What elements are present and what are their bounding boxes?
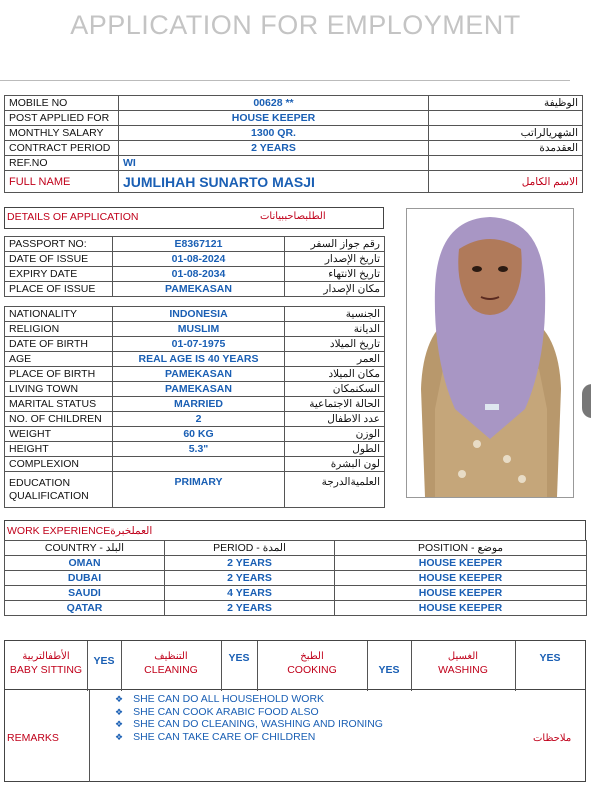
table-row [5,367,385,382]
row-arabic: تاريخ الإصدار [285,252,385,267]
education-arabic: العلميةالدرجة [285,472,385,508]
row-value: 01-07-1975 [113,337,285,352]
remark-text: SHE CAN DO ALL HOUSEHOLD WORK [133,693,325,705]
remarks-list [115,693,383,743]
work-title [7,525,152,538]
refno-label: REF.NO [5,156,119,171]
education-label-line2: QUALIFICATION [9,489,89,502]
work-country: DUBAI [5,571,165,586]
washing-value: YES [539,652,561,664]
divider [221,641,222,691]
diamond-bullet-icon: ❖ [115,694,124,704]
cooking-label: COOKING [287,664,337,676]
row-value: PAMEKASAN [113,382,285,397]
remark-text: SHE CAN COOK ARABIC FOOD ALSO [133,705,319,718]
cleaning-arabic: التنظيف [154,651,188,662]
list-item [115,718,383,731]
row-value: 01-08-2034 [113,267,285,282]
row-arabic: عدد الاطفال [285,412,385,427]
mobile-arabic: الوظيفة [429,96,583,111]
row-label: DATE OF BIRTH [5,337,113,352]
table-row [5,382,385,397]
list-item [115,731,383,744]
contract-label: CONTRACT PERIOD [5,141,119,156]
row-arabic: مكان الإصدار [285,282,385,297]
education-label-line1: EDUCATION [9,476,71,489]
divider [0,80,570,96]
work-header [4,520,586,540]
row-value: 01-08-2024 [113,252,285,267]
table-row [5,352,385,367]
table-row [5,601,587,616]
salary-value: 1300 QR. [119,126,429,141]
work-period: 2 YEARS [165,556,335,571]
row-arabic: مكان الميلاد [285,367,385,382]
table-row [5,472,385,508]
washing-label: WASHING [438,664,488,676]
post-value: HOUSE KEEPER [119,111,429,126]
details-title: DETAILS OF APPLICATION [7,211,139,223]
row-label: HEIGHT [5,442,113,457]
row-label: AGE [5,352,113,367]
table-row [5,457,385,472]
remarks-box [4,690,586,782]
diamond-bullet-icon: ❖ [115,706,124,717]
salary-arabic: الشهريالراتب [429,126,583,141]
education-label [5,472,113,508]
row-value: MUSLIM [113,322,285,337]
row-value: PAMEKASAN [113,282,285,297]
cooking-value: YES [378,664,400,676]
row-label: RELIGION [5,322,113,337]
remark-text: SHE CAN DO CLEANING, WASHING AND IRONING [133,718,383,730]
remarks-label: REMARKS [7,732,59,744]
post-arabic [429,111,583,126]
row-label: WEIGHT [5,427,113,442]
table-row [5,586,587,601]
table-row [5,337,385,352]
row-value: REAL AGE IS 40 YEARS [113,352,285,367]
row-label: DATE OF ISSUE [5,252,113,267]
work-title-arabic: العملخبرة [110,525,153,537]
work-position: HOUSE KEEPER [335,601,587,616]
row-label: EXPIRY DATE [5,267,113,282]
header-table [4,95,583,193]
divider [515,641,516,691]
babysitting-value: YES [93,655,115,667]
work-period: 4 YEARS [165,586,335,601]
row-value: MARRIED [113,397,285,412]
skills-box [4,640,586,690]
work-country: SAUDI [5,586,165,601]
row-arabic: السكنمكان [285,382,385,397]
remarks-arabic: ملاحظات [533,733,572,744]
applicant-photo-graphic [407,209,573,497]
scroll-handle[interactable] [582,384,591,418]
row-value: 2 [113,412,285,427]
table-row [5,267,385,282]
work-title-text: WORK EXPERIENCE [7,525,111,537]
row-label: NO. OF CHILDREN [5,412,113,427]
applicant-photo [406,208,574,498]
row-label: COMPLEXION [5,457,113,472]
list-item [115,693,383,706]
diamond-bullet-icon: ❖ [115,731,124,742]
table-row [5,442,385,457]
table-row [5,556,587,571]
table-row [5,412,385,427]
row-value: PAMEKASAN [113,367,285,382]
table-row [5,252,385,267]
table-row [5,111,583,126]
refno-value: WI [119,156,429,171]
contract-value: 2 YEARS [119,141,429,156]
work-period: 2 YEARS [165,601,335,616]
table-row [5,237,385,252]
table-row [5,171,583,193]
washing-arabic: الغسيل [447,651,479,662]
cleaning-label: CLEANING [144,664,198,676]
personal-table [4,306,385,508]
cleaning-value: YES [228,652,250,664]
position-header: POSITION - موضع [335,541,587,556]
period-header: PERIOD - المدة [165,541,335,556]
education-value: PRIMARY [113,472,285,508]
table-row [5,96,583,111]
row-label: MARITAL STATUS [5,397,113,412]
work-country: OMAN [5,556,165,571]
salary-label: MONTHLY SALARY [5,126,119,141]
babysitting-arabic: الأطفالتربية [22,651,70,662]
table-row [5,282,385,297]
list-item [115,706,383,719]
row-arabic: الحالة الاجتماعية [285,397,385,412]
row-value: 60 KG [113,427,285,442]
work-position: HOUSE KEEPER [335,586,587,601]
table-row [5,126,583,141]
details-header [4,207,384,229]
page-title: APPLICATION FOR EMPLOYMENT [70,10,521,40]
babysitting-label: BABY SITTING [9,664,83,676]
row-value [113,457,285,472]
row-arabic: تاريخ الميلاد [285,337,385,352]
table-row [5,156,583,171]
row-label: LIVING TOWN [5,382,113,397]
table-row [5,397,385,412]
table-row [5,322,385,337]
row-arabic: رقم جواز السفر [285,237,385,252]
row-arabic: تاريخ الانتهاء [285,267,385,282]
row-arabic: الوزن [285,427,385,442]
table-row [5,307,385,322]
work-country: QATAR [5,601,165,616]
contract-arabic: العقدمدة [429,141,583,156]
cooking-arabic: الطبخ [300,651,324,662]
remark-text: SHE CAN TAKE CARE OF CHILDREN [133,730,316,743]
work-table [4,540,587,616]
work-position: HOUSE KEEPER [335,571,587,586]
row-arabic: العمر [285,352,385,367]
table-row [5,427,385,442]
row-arabic: لون البشرة [285,457,385,472]
row-arabic: الجنسية [285,307,385,322]
fullname-value: JUMLIHAH SUNARTO MASJI [119,171,429,193]
row-label: PASSPORT NO: [5,237,113,252]
mobile-value: 00628 ** [119,96,429,111]
row-value: E8367121 [113,237,285,252]
divider [89,690,90,782]
work-period: 2 YEARS [165,571,335,586]
row-value: 5.3" [113,442,285,457]
row-arabic: الديانة [285,322,385,337]
row-label: NATIONALITY [5,307,113,322]
post-label: POST APPLIED FOR [5,111,119,126]
table-row [5,571,587,586]
row-arabic: الطول [285,442,385,457]
work-position: HOUSE KEEPER [335,556,587,571]
country-header: COUNTRY - البلد [5,541,165,556]
row-label: PLACE OF ISSUE [5,282,113,297]
fullname-arabic: الاسم الكامل [429,171,583,193]
passport-table [4,236,385,297]
details-arabic: الطلبصاحببيانات [260,211,326,222]
table-row [5,541,587,556]
refno-arabic [429,156,583,171]
row-label: PLACE OF BIRTH [5,367,113,382]
diamond-bullet-icon: ❖ [115,719,124,729]
table-row [5,141,583,156]
row-value: INDONESIA [113,307,285,322]
mobile-label: MOBILE NO [5,96,119,111]
fullname-label: FULL NAME [5,171,119,193]
